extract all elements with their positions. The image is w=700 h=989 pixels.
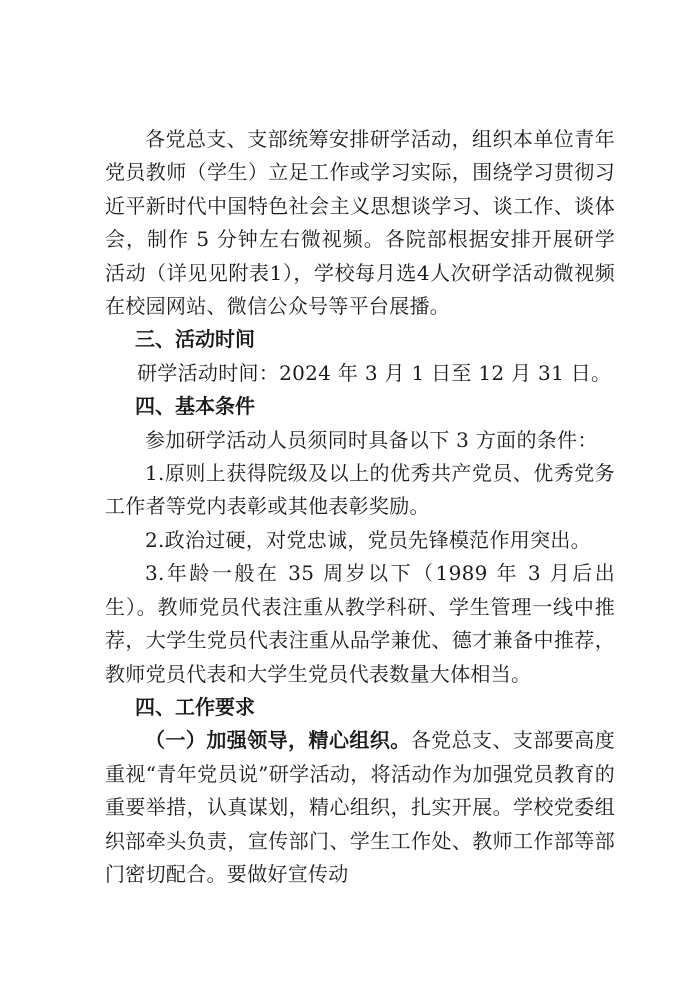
- requirement-1-body: 各党总支、支部要高度重视“青年党员说”研学活动，将活动作为加强党员教育的重要举措，认真谋划，精心组织，扎实开展。学校党委组织部牵头负责，宣传部门、学生工作处、教师工作部等部门密切配合。要做好宣传动: [105, 728, 615, 886]
- requirement-1-lead: （一）加强领导，精心组织。: [145, 728, 411, 753]
- heading-activity-time: 三、活动时间: [135, 327, 255, 352]
- heading-basic-conditions: 四、基本条件: [135, 394, 255, 419]
- paragraph-condition-1: 1.原则上获得院级及以上的优秀共产党员、优秀党务工作者等党内表彰或其他表彰奖励。: [105, 461, 615, 519]
- paragraph-condition-3: 3.年龄一般在 35 周岁以下（1989 年 3 月后出生）。教师党员代表注重从教学科研、学生管理一线中推荐，大学生党员代表注重从品学兼优、德才兼备中推荐，教师党员代表和大学生党员代表数量大体相当。: [105, 561, 615, 686]
- heading-work-requirements: 四、工作要求: [135, 694, 255, 719]
- paragraph-activity-arrangement: 各党总支、支部统筹安排研学活动，组织本单位青年党员教师（学生）立足工作或学习实际，围绕学习贯彻习近平新时代中国特色社会主义思想谈学习、谈工作、谈体会，制作 5 分钟左右微视频。各院部根据安排开展研学活动（详见见附表1），学校每月选4人次研学活动微视频在校园网站、微信公众号等平台展播。: [105, 127, 615, 319]
- paragraph-conditions-intro: 参加研学活动人员须同时具备以下 3 方面的条件：: [145, 427, 598, 452]
- paragraph-activity-time: 研学活动时间：2024 年 3 月 1 日至 12 月 31 日。: [137, 360, 612, 385]
- paragraph-condition-2: 2.政治过硬，对党忠诚，党员先锋模范作用突出。: [145, 527, 591, 552]
- document-page: [105, 123, 615, 891]
- paragraph-requirement-1: [105, 724, 615, 891]
